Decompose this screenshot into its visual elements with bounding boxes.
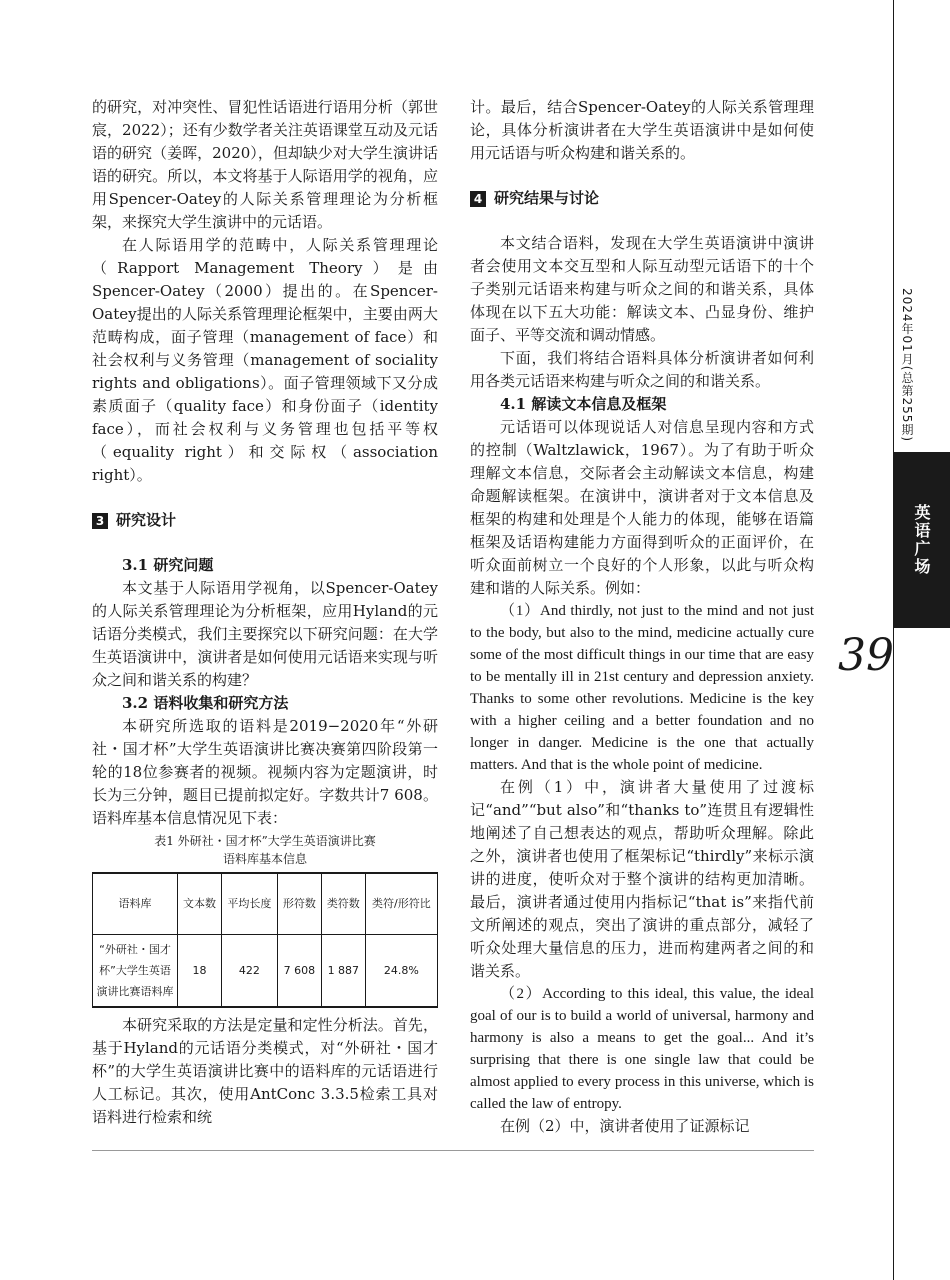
paragraph: 在例（1）中，演讲者大量使用了过渡标记“and”“but also”和“thanks to”连贯且有逻辑性地阐述了自己想表达的观点，帮助听众理解。除此之外，演讲者也使用了框架标记“thirdly”来标示演讲的进度，使听众对于整个演讲的结构更加清晰。最后，演讲者通过使用内指标记“that is”来指代前文所阐述的观点，突出了演讲的重点部分，减轻了听众处理大量信息的压力，进而构建两者之间的和谐关系。 (470, 778, 814, 980)
table-header-cell: 平均长度 (221, 873, 277, 935)
paragraph: 在人际语用学的范畴中，人际关系管理理论（Rapport Management Theory）是由 Spencer-Oatey（2000）提出的。在Spencer-Oatey提出的人际关系管理理论框架中，主要由两大范畴构成，面子管理（management of face）和社会权利与义务管理（management of sociality rights and obligations）。面子管理领域下又分成素质面子（quality face）和身份面子（identity face），而社会权利与义务管理也包括平等权（equality right）和交际权（association right）。 (92, 236, 438, 484)
example-passage: （2）According to this ideal, this value, the ideal goal of our is to build a world of universal, harmony and harmony is also a means to get the goal... And it’s surprising that there is one single law that could be almost applied to every process in this universe, which is called the law of entropy. (470, 986, 814, 1112)
table-cell: 24.8% (365, 935, 437, 1008)
section-title: 研究结果与讨论 (494, 189, 600, 207)
section-tab-label: 英语广场 (912, 504, 931, 576)
table-cell: 7 608 (277, 935, 321, 1008)
table-cell: 1 887 (321, 935, 365, 1008)
table-cell: 18 (178, 935, 222, 1008)
table-header-cell: 类符/形符比 (365, 873, 437, 935)
corpus-info-table (92, 872, 438, 1008)
journal-issue-info: 2024年01月(总第255期) (900, 288, 914, 443)
table-header-cell: 类符数 (321, 873, 365, 935)
page-number: 39 (838, 630, 894, 681)
example-passage: （1）And thirdly, not just to the mind and not just to the body, but also to the mind, medicine actually cure some of the most difficult things in our time that are easy to be mentally ill in 21st century and depression anxiety. Thanks to some other revolutions. Medicine is the key with a higher ceiling and a better foundation and no longer in danger. Medicine is the one that actually matters. And that is the whole point of medicine. (470, 603, 814, 773)
subsection-heading: 3.2 语料收集和研究方法 (122, 694, 289, 712)
section-heading-3 (92, 509, 438, 532)
left-column (92, 96, 438, 1129)
section-tab (893, 452, 950, 628)
section-title: 研究设计 (116, 511, 177, 529)
paragraph: 元话语可以体现说话人对信息呈现内容和方式的控制（Waltzlawick，1967）。为了有助于听众理解文本信息，交际者会主动解读文本信息，构建命题解读框架。在演讲中，演讲者对于文本信息及框架的构建和处理是个人能力的体现，能够在语篇框架及话语构建能力方面得到听众的正面评价，在听众面前树立一个良好的个人形象，以此与听众构建和谐的人际关系。例如： (470, 418, 814, 597)
paragraph: 的研究，对冲突性、冒犯性话语进行语用分析（郭世宸，2022）；还有少数学者关注英语课堂互动及元话语的研究（姜晖，2020），但却缺少对大学生演讲话语的研究。所以，本文将基于人际语用学的视角，应用Spencer-Oatey的人际关系管理理论为分析框架，来探究大学生演讲中的元话语。 (92, 98, 438, 231)
paragraph: 计。最后，结合Spencer-Oatey的人际关系管理理论，具体分析演讲者在大学生英语演讲中是如何使用元话语与听众构建和谐关系的。 (470, 98, 814, 162)
table-header-row (93, 873, 438, 935)
table-caption-line: 语料库基本信息 (222, 852, 307, 866)
right-column (470, 96, 814, 1138)
table-row (93, 935, 438, 1008)
paragraph: 本研究采取的方法是定量和定性分析法。首先，基于Hyland的元话语分类模式，对“外研社・国才杯”的大学生英语演讲比赛中的语料库的元话语进行人工标记。其次，使用AntConc 3.3.5检索工具对语料进行检索和统 (92, 1016, 438, 1126)
subsection-heading: 3.1 研究问题 (122, 556, 214, 574)
table-cell: 422 (221, 935, 277, 1008)
section-heading-4 (470, 187, 814, 210)
paragraph: 本文结合语料，发现在大学生英语演讲中演讲者会使用文本交互型和人际互动型元话语下的十个子类别元话语来构建与听众之间的和谐关系，具体体现在以下五大功能：解读文本、凸显身份、维护面子、平等交流和调动情感。 (470, 234, 814, 344)
table-header-cell: 形符数 (277, 873, 321, 935)
subsection-heading: 4.1 解读文本信息及框架 (500, 395, 667, 413)
footer-rule (92, 1150, 814, 1151)
paragraph: 下面，我们将结合语料具体分析演讲者如何利用各类元话语来构建与听众之间的和谐关系。 (470, 349, 814, 390)
table-cell: “外研社・国才杯”大学生英语演讲比赛语料库 (93, 935, 178, 1008)
section-number: 4 (470, 191, 486, 207)
table-header-cell: 语料库 (93, 873, 178, 935)
paragraph: 本研究所选取的语料是2019−2020年“外研社・国才杯”大学生英语演讲比赛决赛第四阶段第一轮的18位参赛者的视频。视频内容为定题演讲，时长为三分钟，题目已提前拟定好。字数共计7 608。语料库基本信息情况见下表： (92, 717, 438, 827)
table-caption (92, 832, 438, 868)
table-header-cell: 文本数 (178, 873, 222, 935)
section-number: 3 (92, 513, 108, 529)
paragraph: 在例（2）中，演讲者使用了证源标记 (500, 1117, 750, 1135)
paragraph: 本文基于人际语用学视角，以Spencer-Oatey的人际关系管理理论为分析框架，应用Hyland的元话语分类模式，我们主要探究以下研究问题：在大学生英语演讲中，演讲者是如何使用元话语来实现与听众之间和谐关系的构建？ (92, 579, 438, 689)
table-caption-line: 表1 外研社・国才杯”大学生英语演讲比赛 (154, 834, 376, 848)
